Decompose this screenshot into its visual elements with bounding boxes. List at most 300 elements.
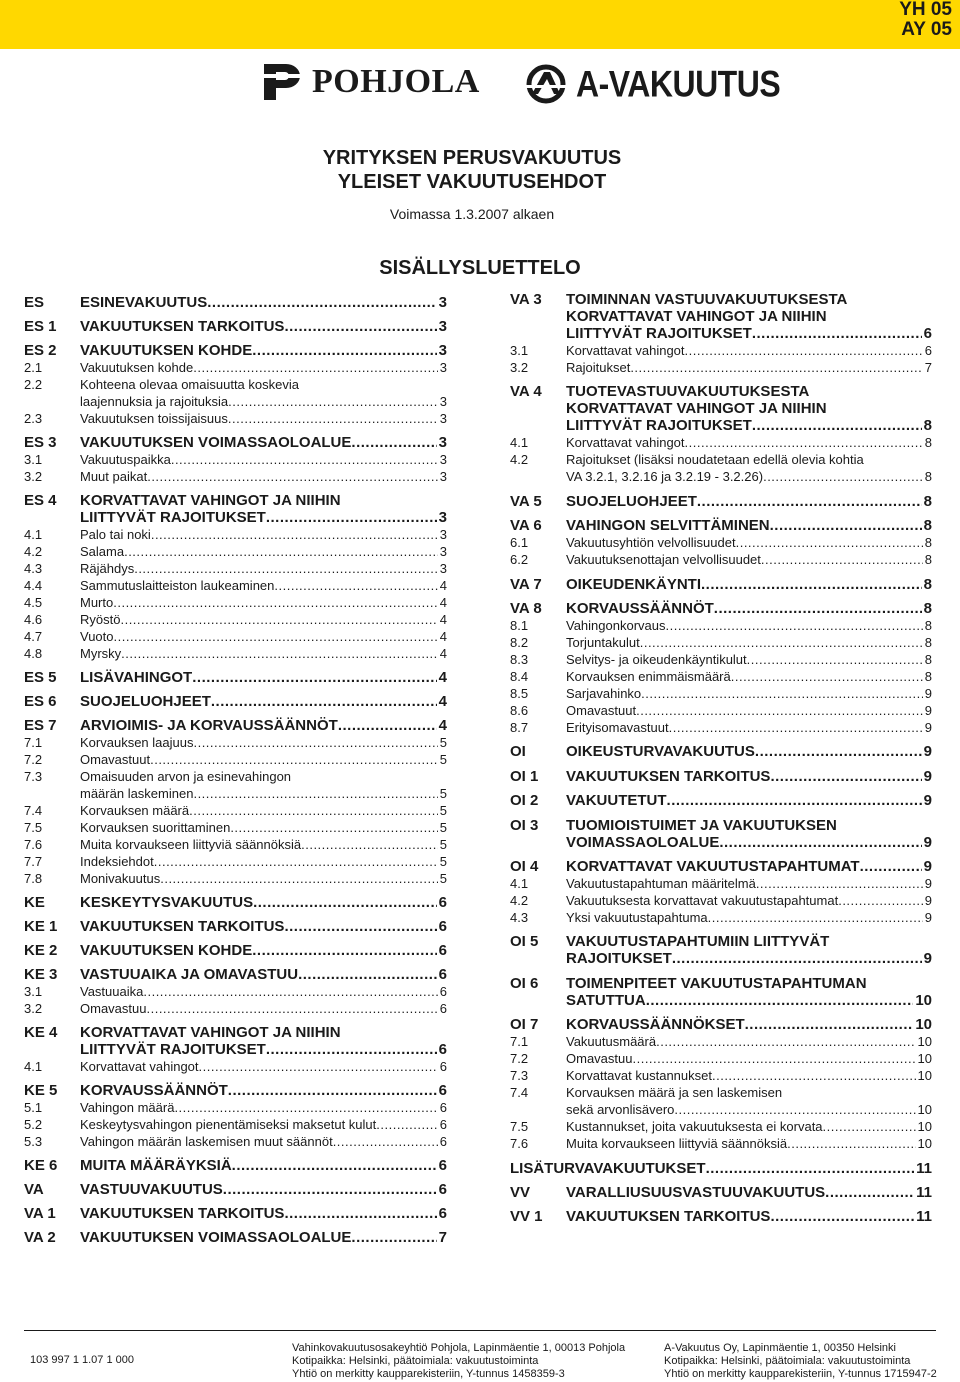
document-title: YRITYKSEN PERUSVAKUUTUS: [322, 147, 622, 169]
dot-leader: [193, 785, 437, 802]
toc-entry-page: 9: [923, 833, 932, 851]
toc-entry-number: KE 1: [24, 918, 58, 935]
toc-entry-number: 8.2: [510, 635, 529, 650]
toc-entry-title-line: Korvattavat kustannukset: [566, 1068, 712, 1084]
footer-line: Kotipaikka: Helsinki, päätoimiala: vakuutustoiminta: [292, 1355, 539, 1367]
toc-entry-leader-row: [80, 942, 447, 959]
toc-subsection-entry: [510, 875, 932, 892]
toc-entry-leader-row: [80, 468, 447, 485]
toc-entry-leader-row: [80, 594, 447, 611]
toc-entry-page: 8: [924, 535, 932, 551]
dot-leader: [823, 1118, 916, 1135]
toc-entry-body: [80, 451, 447, 468]
toc-entry-body: [80, 1000, 447, 1017]
toc-entry-body: [566, 342, 932, 359]
toc-entry-title-line: Vakuutuspaikka: [80, 452, 171, 467]
toc-subsection-entry: [24, 819, 447, 836]
toc-entry-title-line: sekä arvonlisävero: [566, 1102, 675, 1118]
toc-entry-page: 5: [439, 820, 447, 835]
dot-leader: [124, 543, 438, 560]
dot-leader: [351, 1229, 436, 1246]
toc-entry-title-line: Vakuutuksesta korvattavat vakuutustapahtumat: [566, 893, 839, 908]
toc-section-entry: [24, 1157, 447, 1174]
toc-entry-page: 6: [438, 918, 447, 935]
toc-entry-body: [80, 918, 447, 935]
toc-entry-title-line: SATUTTUA: [566, 991, 646, 1009]
toc-section-entry: [510, 600, 932, 617]
dot-leader: [745, 1016, 914, 1033]
dot-leader: [252, 942, 436, 959]
toc-entry-page: 5: [439, 786, 447, 801]
toc-entry-number: 4.2: [510, 452, 529, 468]
toc-entry-body: [80, 1133, 447, 1150]
dot-leader: [284, 918, 436, 935]
toc-entry-title-line: VA 3.2.1, 3.2.16 ja 3.2.19 - 3.2.26): [566, 469, 764, 485]
dot-leader: [708, 909, 923, 926]
toc-entry-number: 3.1: [510, 343, 529, 358]
toc-entry-title-line: Monivakuutus: [80, 871, 161, 886]
toc-section-entry: [510, 576, 932, 593]
toc-entry-leader-row: [566, 858, 932, 875]
toc-entry-title-line: OIKEUSTURVAVAKUUTUS: [566, 743, 755, 761]
toc-entry-number: 7.6: [510, 1136, 529, 1152]
toc-entry-body: [80, 492, 447, 526]
toc-entry-title-line: Korvauksen määrä ja sen laskemisen: [566, 1085, 783, 1101]
toc-entry-leader-row: [80, 611, 447, 628]
toc-entry-number: 7.1: [510, 1034, 529, 1050]
toc-entry-title-line: VAKUUTETUT: [566, 792, 667, 810]
toc-entry-leader-row: [80, 577, 447, 594]
dot-leader: [712, 1067, 916, 1084]
dot-leader: [667, 792, 922, 809]
toc-section-entry: [510, 933, 932, 967]
dot-leader: [756, 875, 923, 892]
toc-entry-number: KE 2: [24, 942, 58, 959]
toc-entry-leader-row: [566, 517, 932, 534]
toc-entry-page: 11: [916, 1159, 932, 1177]
toc-entry-page: 8: [924, 469, 932, 485]
toc-entry-leader-row: [80, 1000, 447, 1017]
toc-entry-page: 4: [439, 646, 447, 661]
dot-leader: [860, 858, 922, 875]
toc-section-entry: [24, 693, 447, 710]
toc-entry-title-line: Vakuutustapahtuman määritelmä: [566, 876, 756, 891]
toc-entry-leader-row: [80, 802, 447, 819]
toc-entry-leader-row: [80, 1116, 447, 1133]
toc-entry-title-line: VAKUUTUKSEN KOHDE: [80, 942, 253, 959]
toc-entry-body: [80, 628, 447, 645]
toc-entry-leader-row: [80, 751, 447, 768]
toc-entry-body: [566, 685, 932, 702]
toc-entry-leader-row: [566, 1208, 932, 1225]
dot-leader: [338, 717, 437, 734]
toc-entry-leader-row: [80, 645, 447, 662]
dot-leader: [333, 1133, 438, 1150]
toc-entry-leader-row: [566, 534, 932, 551]
toc-entry-leader-row: [510, 1160, 932, 1177]
footer-pohjola-info: [292, 1342, 625, 1381]
toc-entry-leader-row: [80, 1082, 447, 1099]
toc-entry-title-line: KORVAUSSÄÄNNÖKSET: [566, 1016, 745, 1034]
toc-subsection-entry: [510, 451, 932, 485]
dot-leader: [284, 1205, 436, 1222]
toc-entry-title-line: Rajoitukset (lisäksi noudatetaan edellä olevia kohtia: [566, 452, 864, 468]
toc-entry-page: 3: [438, 294, 447, 311]
dot-leader: [199, 1058, 438, 1075]
toc-entry-body: [80, 853, 447, 870]
toc-entry-number: OI 4: [510, 858, 539, 875]
toc-entry-page: 6: [438, 1041, 447, 1058]
toc-entry-title-line: TUOMIOISTUIMET JA VAKUUTUKSEN: [566, 816, 837, 834]
toc-entry-page: 11: [916, 1208, 932, 1226]
toc-entry-title-line: RAJOITUKSET: [566, 950, 672, 968]
toc-entry-leader-row: [566, 702, 932, 719]
toc-entry-number: 3.2: [510, 360, 529, 375]
toc-entry-title-line: Korvauksen enimmäismäärä: [566, 669, 731, 684]
toc-entry-body: [80, 376, 447, 410]
toc-entry-number: 4.8: [24, 646, 43, 661]
dot-leader: [672, 950, 922, 967]
toc-entry-page: 7: [924, 360, 932, 375]
toc-entry-title-line: Erityisomavastuut: [566, 720, 669, 735]
toc-entry-title-line: Vakuutusmäärä: [566, 1034, 657, 1050]
toc-entry-body: [80, 1116, 447, 1133]
toc-entry-title-line: Muita korvaukseen liittyviä säännöksiä: [80, 837, 302, 852]
toc-entry-title-line: LIITTYVÄT RAJOITUKSET: [80, 509, 266, 526]
toc-entry-number: 7.7: [24, 854, 43, 869]
toc-section-entry: [24, 1205, 447, 1222]
toc-entry-number: VA 3: [510, 291, 542, 308]
toc-entry-leader-row: [566, 342, 932, 359]
toc-entry-leader-row: [80, 785, 447, 802]
toc-subsection-entry: [24, 1099, 447, 1116]
dot-leader: [298, 966, 437, 983]
toc-entry-number: 6.1: [510, 535, 529, 551]
toc-entry-leader-row: [80, 1205, 447, 1222]
dot-leader: [752, 325, 922, 342]
dot-leader: [228, 393, 438, 410]
toc-entry-leader-row: [80, 318, 447, 335]
toc-section-entry: [24, 342, 447, 359]
toc-entry-title-line: MUITA MÄÄRÄYKSIÄ: [80, 1157, 232, 1174]
toc-entry-number: OI 5: [510, 933, 539, 951]
toc-entry-page: 9: [923, 792, 932, 810]
toc-entry-number: 2.2: [24, 377, 43, 392]
toc-entry-title-line: Torjuntakulut: [566, 635, 640, 650]
toc-subsection-entry: [510, 1067, 932, 1084]
toc-subsection-entry: [24, 983, 447, 1000]
toc-section-entry: [510, 291, 932, 342]
dot-leader: [640, 634, 923, 651]
toc-entry-page: 6: [438, 894, 447, 911]
pohjola-logo: [262, 62, 480, 102]
toc-entry-title-line: Kohteena olevaa omaisuutta koskevia: [80, 377, 299, 392]
dot-leader: [151, 526, 438, 543]
toc-entry-leader-row: [566, 834, 932, 851]
document-subtitle: YLEISET VAKUUTUSEHDOT: [337, 171, 607, 193]
dot-leader: [134, 560, 438, 577]
toc-entry-body: [80, 819, 447, 836]
toc-entry-leader-row: [80, 693, 447, 710]
toc-entry-number: OI 3: [510, 816, 539, 834]
toc-entry-body: [80, 645, 447, 662]
toc-entry-body: [566, 1050, 932, 1067]
toc-entry-title-line: ESINEVAKUUTUS: [80, 294, 208, 311]
dot-leader: [192, 669, 436, 686]
toc-entry-body: [80, 983, 447, 1000]
dot-leader: [685, 434, 923, 451]
toc-entry-body: [566, 651, 932, 668]
toc-entry-title-line: Indeksiehdot: [80, 854, 154, 869]
toc-entry-number: 7.8: [24, 871, 43, 886]
toc-entry-body: [80, 1099, 447, 1116]
toc-entry-page: 9: [923, 743, 932, 761]
toc-subsection-entry: [510, 1050, 932, 1067]
toc-entry-number: ES: [24, 294, 45, 311]
document-code-line: YH 05: [899, 0, 952, 20]
toc-entry-body: [80, 894, 447, 911]
toc-entry-leader-row: [566, 1118, 932, 1135]
toc-section-entry: [510, 1160, 932, 1177]
toc-entry-leader-row: [566, 434, 932, 451]
dot-leader: [252, 342, 436, 359]
toc-entry-title-line: Vakuutuksen kohde: [80, 360, 194, 375]
toc-entry-leader-row: [80, 451, 447, 468]
toc-subsection-entry: [510, 892, 932, 909]
toc-subsection-entry: [24, 768, 447, 802]
toc-entry-body: [566, 1016, 932, 1033]
toc-entry-number: 7.3: [24, 769, 43, 784]
toc-entry-body: [566, 975, 932, 1009]
toc-entry-body: [566, 617, 932, 634]
toc-entry-title-line: LISÄVAHINGOT: [80, 669, 193, 686]
toc-entry-page: 3: [438, 434, 447, 451]
toc-entry-number: VA 8: [510, 600, 542, 617]
toc-entry-leader-row: [80, 819, 447, 836]
toc-entry-number: 7.5: [24, 820, 43, 835]
toc-entry-title-line: Kustannukset, joita vakuutuksesta ei korvata: [566, 1119, 823, 1135]
toc-entry-title-line: Vahingonkorvaus: [566, 618, 666, 633]
dot-leader: [160, 870, 438, 887]
toc-entry-body: [566, 768, 932, 785]
toc-entry-title-line: TUOTEVASTUUVAKUUTUKSESTA: [566, 383, 810, 401]
toc-entry-body: [566, 493, 932, 510]
toc-entry-leader-row: [80, 1041, 447, 1058]
toc-subsection-entry: [24, 645, 447, 662]
dot-leader: [770, 1208, 914, 1225]
toc-entry-leader-row: [80, 294, 447, 311]
toc-entry-page: 3: [439, 527, 447, 542]
dot-leader: [669, 719, 923, 736]
toc-entry-number: 5.2: [24, 1117, 43, 1132]
toc-entry-title-line: Sarjavahinko: [566, 686, 642, 701]
toc-entry-page: 8: [924, 652, 932, 667]
toc-subsection-entry: [24, 853, 447, 870]
toc-entry-title-line: VAKUUTUKSEN TARKOITUS: [80, 918, 285, 935]
toc-subsection-entry: [24, 836, 447, 853]
toc-section-entry: [510, 817, 932, 851]
toc-entry-page: 10: [917, 1102, 932, 1118]
document-code-line: AY 05: [901, 19, 952, 40]
dot-leader: [223, 1181, 437, 1198]
toc-entry-title-line: LIITTYVÄT RAJOITUKSET: [80, 1041, 266, 1058]
toc-entry-number: 4.7: [24, 629, 43, 644]
toc-subsection-entry: [24, 734, 447, 751]
toc-entry-page: 8: [924, 435, 932, 451]
toc-subsection-entry: [510, 651, 932, 668]
toc-entry-body: [80, 468, 447, 485]
toc-subsection-entry: [510, 1033, 932, 1050]
toc-entry-page: 3: [438, 318, 447, 335]
toc-entry-body: [566, 668, 932, 685]
toc-entry-title-line: Vuoto: [80, 629, 114, 644]
toc-entry-title-line: Vahingon määrä: [80, 1100, 175, 1115]
toc-entry-number: ES 5: [24, 669, 57, 686]
toc-section-entry: [510, 1208, 932, 1225]
toc-entry-title-line: LIITTYVÄT RAJOITUKSET: [566, 417, 752, 435]
toc-subsection-entry: [24, 1116, 447, 1133]
toc-entry-title-line: Muita korvaukseen liittyviä säännöksiä: [566, 1136, 788, 1152]
toc-entry-leader-row: [566, 576, 932, 593]
toc-entry-body: [80, 751, 447, 768]
toc-entry-page: 5: [439, 871, 447, 886]
toc-entry-number: 8.1: [510, 618, 529, 633]
toc-entry-page: 6: [924, 343, 932, 358]
toc-section-entry: [24, 717, 447, 734]
dot-leader: [284, 318, 436, 335]
toc-subsection-entry: [510, 534, 932, 551]
toc-subsection-entry: [510, 1084, 932, 1118]
footer-form-code: 103 997 1 1.07 1 000: [30, 1354, 134, 1366]
dot-leader: [228, 1082, 437, 1099]
toc-entry-number: 5.3: [24, 1134, 43, 1149]
toc-entry-number: OI: [510, 743, 526, 761]
toc-subsection-entry: [24, 594, 447, 611]
toc-entry-leader-row: [566, 468, 932, 485]
toc-entry-title-line: SUOJELUOHJEET: [80, 693, 211, 710]
toc-entry-title-line: KESKEYTYSVAKUUTUS: [80, 894, 254, 911]
a-vakuutus-wordmark: A-VAKUUTUS: [576, 62, 781, 105]
toc-entry-number: 4.3: [510, 910, 529, 925]
toc-entry-number: OI 2: [510, 792, 539, 810]
toc-entry-number: 7.1: [24, 735, 43, 750]
toc-entry-body: [80, 560, 447, 577]
toc-entry-title-line: KORVATTAVAT VAHINGOT JA NIIHIN: [80, 492, 341, 509]
toc-entry-title-line: laajennuksia ja rajoituksia: [80, 394, 229, 409]
toc-entry-leader-row: [566, 325, 932, 342]
toc-entry-title-line: Palo tai noki: [80, 527, 151, 542]
toc-entry-title-line: Omaisuuden arvon ja esinevahingon: [80, 769, 292, 784]
toc-entry-number: 4.1: [24, 527, 43, 542]
toc-entry-body: [566, 933, 932, 967]
toc-entry-leader-row: [566, 493, 932, 510]
toc-entry-body: [80, 1205, 447, 1222]
toc-entry-body: [566, 792, 932, 809]
toc-entry-page: 6: [439, 1100, 447, 1115]
toc-entry-number: ES 4: [24, 492, 57, 509]
toc-subsection-entry: [24, 1133, 447, 1150]
toc-entry-title-line: Salama: [80, 544, 125, 559]
dot-leader: [706, 1160, 915, 1177]
toc-entry-page: 5: [439, 803, 447, 818]
toc-entry-body: [80, 577, 447, 594]
dot-leader: [146, 1000, 437, 1017]
toc-entry-number: 2.3: [24, 411, 43, 426]
toc-entry-body: [566, 719, 932, 736]
toc-entry-title-line: Omavastuut: [566, 703, 637, 718]
toc-entry-title-line: Keskeytysvahingon pienentämiseksi maksetut kulut: [80, 1117, 377, 1132]
toc-entry-page: 3: [439, 394, 447, 409]
toc-entry-number: VA 6: [510, 517, 542, 535]
dot-leader: [147, 468, 438, 485]
dot-leader: [114, 628, 438, 645]
toc-entry-number: OI 6: [510, 974, 539, 992]
toc-entry-body: [566, 702, 932, 719]
toc-subsection-entry: [24, 359, 447, 376]
toc-entry-title-line: Räjähdys: [80, 561, 135, 576]
toc-entry-page: 5: [439, 854, 447, 869]
toc-entry-page: 4: [439, 629, 447, 644]
toc-entry-body: [80, 768, 447, 802]
toc-entry-title-line: Korvauksen suorittaminen: [80, 820, 231, 835]
toc-subsection-entry: [24, 526, 447, 543]
pohjola-emblem-icon: [262, 62, 304, 102]
toc-subsection-entry: [510, 1118, 932, 1135]
toc-subsection-entry: [24, 628, 447, 645]
toc-entry-number: 8.5: [510, 686, 529, 701]
toc-entry-body: [566, 434, 932, 451]
toc-entry-body: [80, 802, 447, 819]
toc-entry-page: 10: [917, 1119, 932, 1135]
dot-leader: [143, 983, 437, 1000]
toc-subsection-entry: [510, 909, 932, 926]
toc-entry-title-line: Muut paikat: [80, 469, 148, 484]
toc-entry-leader-row: [80, 509, 447, 526]
toc-entry-body: [566, 1067, 932, 1084]
dot-leader: [666, 617, 923, 634]
toc-entry-number: VA 4: [510, 383, 542, 401]
toc-entry-leader-row: [80, 836, 447, 853]
toc-entry-page: 5: [439, 837, 447, 852]
toc-entry-title-line: SUOJELUOHJEET: [566, 492, 697, 510]
toc-entry-leader-row: [80, 359, 447, 376]
toc-entry-leader-row: [566, 600, 932, 617]
toc-entry-leader-row: [566, 1016, 932, 1033]
toc-entry-number: 5.1: [24, 1100, 43, 1115]
dot-leader: [770, 517, 922, 534]
toc-entry-page: 6: [439, 984, 447, 999]
toc-entry-body: [80, 1157, 447, 1174]
dot-leader: [731, 668, 923, 685]
toc-entry-page: 6: [438, 1157, 447, 1174]
toc-entry-title-line: VAKUUTUKSEN VOIMASSAOLOALUE: [80, 434, 352, 451]
toc-entry-number: 7.2: [510, 1051, 529, 1067]
toc-entry-leader-row: [566, 551, 932, 568]
toc-entry-number: KE 5: [24, 1082, 58, 1099]
toc-entry-page: 9: [924, 876, 932, 891]
toc-entry-page: 8: [924, 618, 932, 633]
toc-entry-title-line: Vastuuaika: [80, 984, 144, 999]
toc-entry-body: [80, 669, 447, 686]
toc-entry-body: [80, 1181, 447, 1198]
toc-entry-leader-row: [566, 359, 932, 376]
toc-entry-title-line: Korvauksen määrä: [80, 803, 190, 818]
validity-date: Voimassa 1.3.2007 alkaen: [389, 206, 555, 222]
toc-entry-title-line: KORVAUSSÄÄNNÖT: [566, 600, 714, 617]
toc-entry-body: [510, 1160, 932, 1177]
toc-entry-page: 3: [439, 469, 447, 484]
toc-entry-page: 3: [439, 360, 447, 375]
